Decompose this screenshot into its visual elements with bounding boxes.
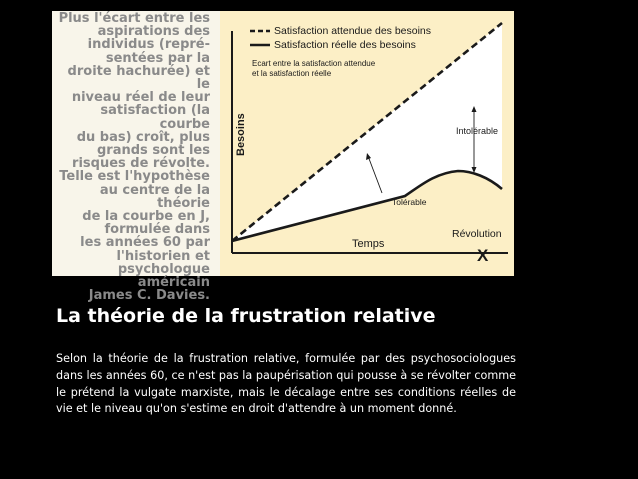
intolerable-label: Intolérable: [456, 126, 499, 136]
graph-svg: [220, 11, 514, 276]
slide-title: La théorie de la frustration relative: [56, 305, 436, 327]
y-axis-label: Besoins: [235, 113, 247, 156]
revolution-marker: X: [477, 246, 489, 265]
legend-real-label: Satisfaction réelle des besoins: [274, 39, 416, 51]
revolution-label: Révolution: [452, 228, 502, 240]
x-axis-label: Temps: [352, 238, 385, 250]
tolerable-label: Tolérable: [392, 197, 427, 207]
gap-note-line1: Ecart entre la satisfaction attendue: [252, 59, 376, 68]
slide-body-text: Selon la théorie de la frustration relative, formulée par des psychosociologues dans les années 60, ce n'est pas la paupérisation qui pousse à se révolter comme le prétend la vulgate marxiste, mais le décalage entre ses conditions réelles de vie et le niveau qu'on s'estime en droit d'attendre à un moment donné.: [56, 352, 516, 416]
figure: [52, 11, 514, 304]
legend-expected-label: Satisfaction attendue des besoins: [274, 25, 432, 37]
j-curve-graph: [220, 11, 514, 276]
gap-note-line2: et la satisfaction réelle: [252, 69, 332, 78]
figure-caption: Plus l'écart entre les aspirations des individus (repré- sentées par la droite hachurée) et le niveau réel de leur satisfaction (la courbe du bas) croît, plus grands sont les risques de révolte. Telle est l'hypothèse au centre de la théorie de la courbe en J, formulée dans les années 60 par l'historien et psychologue américain James C. Davies.: [58, 11, 210, 304]
